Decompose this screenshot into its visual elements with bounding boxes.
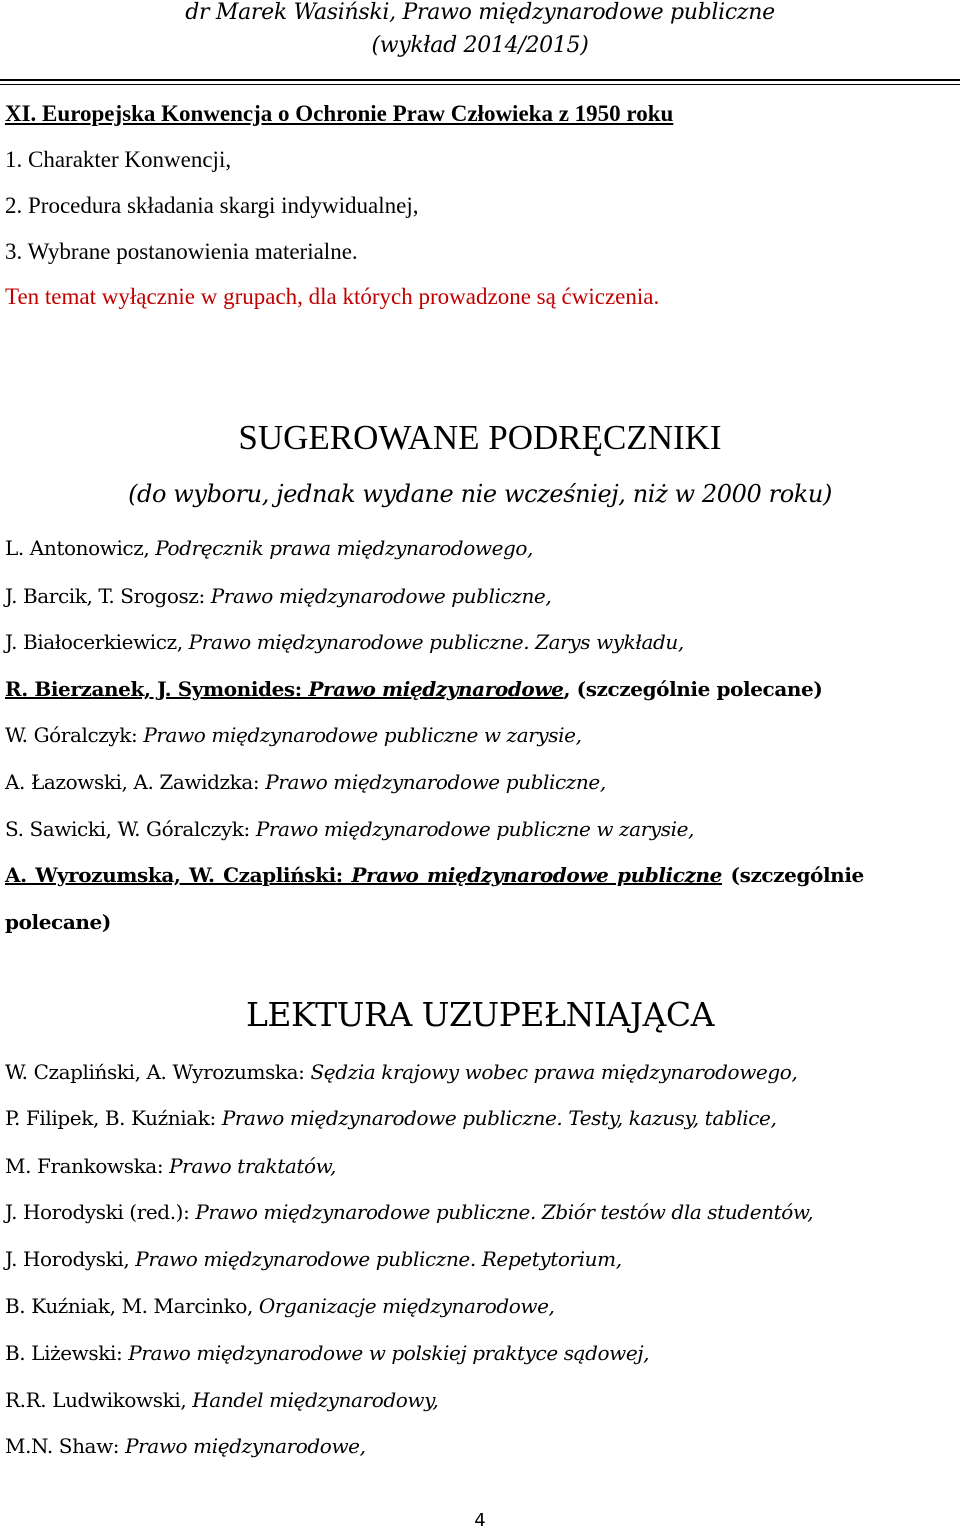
textbook-entry (5, 584, 551, 608)
entry-title: Podręcznik prawa międzynarodowego, (155, 536, 534, 560)
entry-author: J. Horodyski, (5, 1247, 136, 1271)
section-title: XI. Europejska Konwencja o Ochronie Praw Człowieka z 1950 roku (5, 101, 674, 126)
entry-title: Prawo międzynarodowe, (125, 1434, 366, 1458)
supplementary-entry (5, 1434, 366, 1458)
entry-title: Handel międzynarodowy, (192, 1388, 439, 1412)
textbook-entry (5, 536, 533, 560)
supplementary-heading: LEKTURA UZUPEŁNIAJĄCA (246, 995, 714, 1034)
entry-author: M.N. Shaw: (5, 1434, 126, 1458)
entry-title: Prawo międzynarodowe publiczne. Zarys wykładu, (188, 630, 684, 654)
supplementary-entry (5, 1106, 776, 1130)
textbook-entry (5, 630, 684, 654)
entry-author: A. Wyrozumska, W. Czapliński: (5, 863, 352, 887)
entry-title: Prawo międzynarodowe publiczne, (210, 584, 552, 608)
textbook-entry (5, 723, 582, 747)
section-item-2: 2. Procedura składania skargi indywidualnej, (5, 193, 419, 218)
entry-author: A. Łazowski, A. Zawidzka: (5, 770, 266, 794)
supplementary-entry (5, 1388, 438, 1412)
section-note: Ten temat wyłącznie w grupach, dla których prowadzone są ćwiczenia. (5, 284, 660, 309)
entry-title: Prawo międzynarodowe publiczne. Testy, kazusy, tablice, (221, 1106, 777, 1130)
entry-title: Prawo międzynarodowe publiczne (351, 863, 722, 887)
textbooks-subtitle: (do wyboru, jednak wydane nie wcześniej, niż w 2000 roku) (128, 480, 832, 508)
entry-title: Prawo traktatów, (169, 1154, 336, 1178)
header-rule-thin (0, 84, 960, 85)
entry-author: M. Frankowska: (5, 1154, 170, 1178)
supplementary-entry (5, 1247, 622, 1271)
textbook-entry (5, 817, 694, 841)
supplementary-entry (5, 1060, 797, 1084)
entry-title: Prawo międzynarodowe (308, 677, 564, 701)
textbook-entry (5, 770, 606, 794)
entry-title: Prawo międzynarodowe publiczne w zarysie, (255, 817, 695, 841)
textbook-entry-continuation: polecane) (5, 910, 111, 934)
header-rule (0, 79, 960, 81)
entry-author: R. Bierzanek, J. Symonides: (5, 677, 309, 701)
entry-extra: , (szczególnie polecane) (563, 677, 823, 701)
entry-author: B. Kuźniak, M. Marcinko, (5, 1294, 259, 1318)
textbooks-heading: SUGEROWANE PODRĘCZNIKI (238, 418, 722, 457)
header-line-1: dr Marek Wasiński, Prawo międzynarodowe publiczne (185, 0, 775, 25)
supplementary-entry (5, 1341, 649, 1365)
entry-author: L. Antonowicz, (5, 536, 156, 560)
entry-author: W. Góralczyk: (5, 723, 144, 747)
header-line-2: (wykład 2014/2015) (371, 33, 589, 58)
entry-author: S. Sawicki, W. Góralczyk: (5, 817, 256, 841)
entry-author: J. Horodyski (red.): (5, 1200, 196, 1224)
entry-author: J. Barcik, T. Srogosz: (5, 584, 211, 608)
entry-title: Organizacje międzynarodowe, (258, 1294, 555, 1318)
entry-author: B. Liżewski: (5, 1341, 129, 1365)
entry-author: W. Czapliński, A. Wyrozumska: (5, 1060, 311, 1084)
supplementary-entry (5, 1200, 813, 1224)
entry-title: Prawo międzynarodowe w polskiej praktyce sądowej, (128, 1341, 650, 1365)
entry-author: R.R. Ludwikowski, (5, 1388, 193, 1412)
textbook-entry (5, 863, 864, 887)
supplementary-entry (5, 1294, 555, 1318)
entry-title: Prawo międzynarodowe publiczne. Zbiór testów dla studentów, (195, 1200, 814, 1224)
entry-title: Prawo międzynarodowe publiczne w zarysie, (143, 723, 582, 747)
textbook-entry (5, 677, 822, 701)
page-number: 4 (474, 1510, 486, 1531)
entry-title: Prawo międzynarodowe publiczne, (265, 770, 606, 794)
entry-author: P. Filipek, B. Kuźniak: (5, 1106, 222, 1130)
entry-title: Sędzia krajowy wobec prawa międzynarodowego, (310, 1060, 798, 1084)
entry-title: Prawo międzynarodowe publiczne. Repetytorium, (135, 1247, 622, 1271)
entry-extra: (szczególnie (721, 863, 864, 887)
supplementary-entry (5, 1154, 336, 1178)
entry-author: J. Białocerkiewicz, (5, 630, 189, 654)
section-item-1: 1. Charakter Konwencji, (5, 147, 232, 172)
section-item-3: 3. Wybrane postanowienia materialne. (5, 239, 358, 264)
